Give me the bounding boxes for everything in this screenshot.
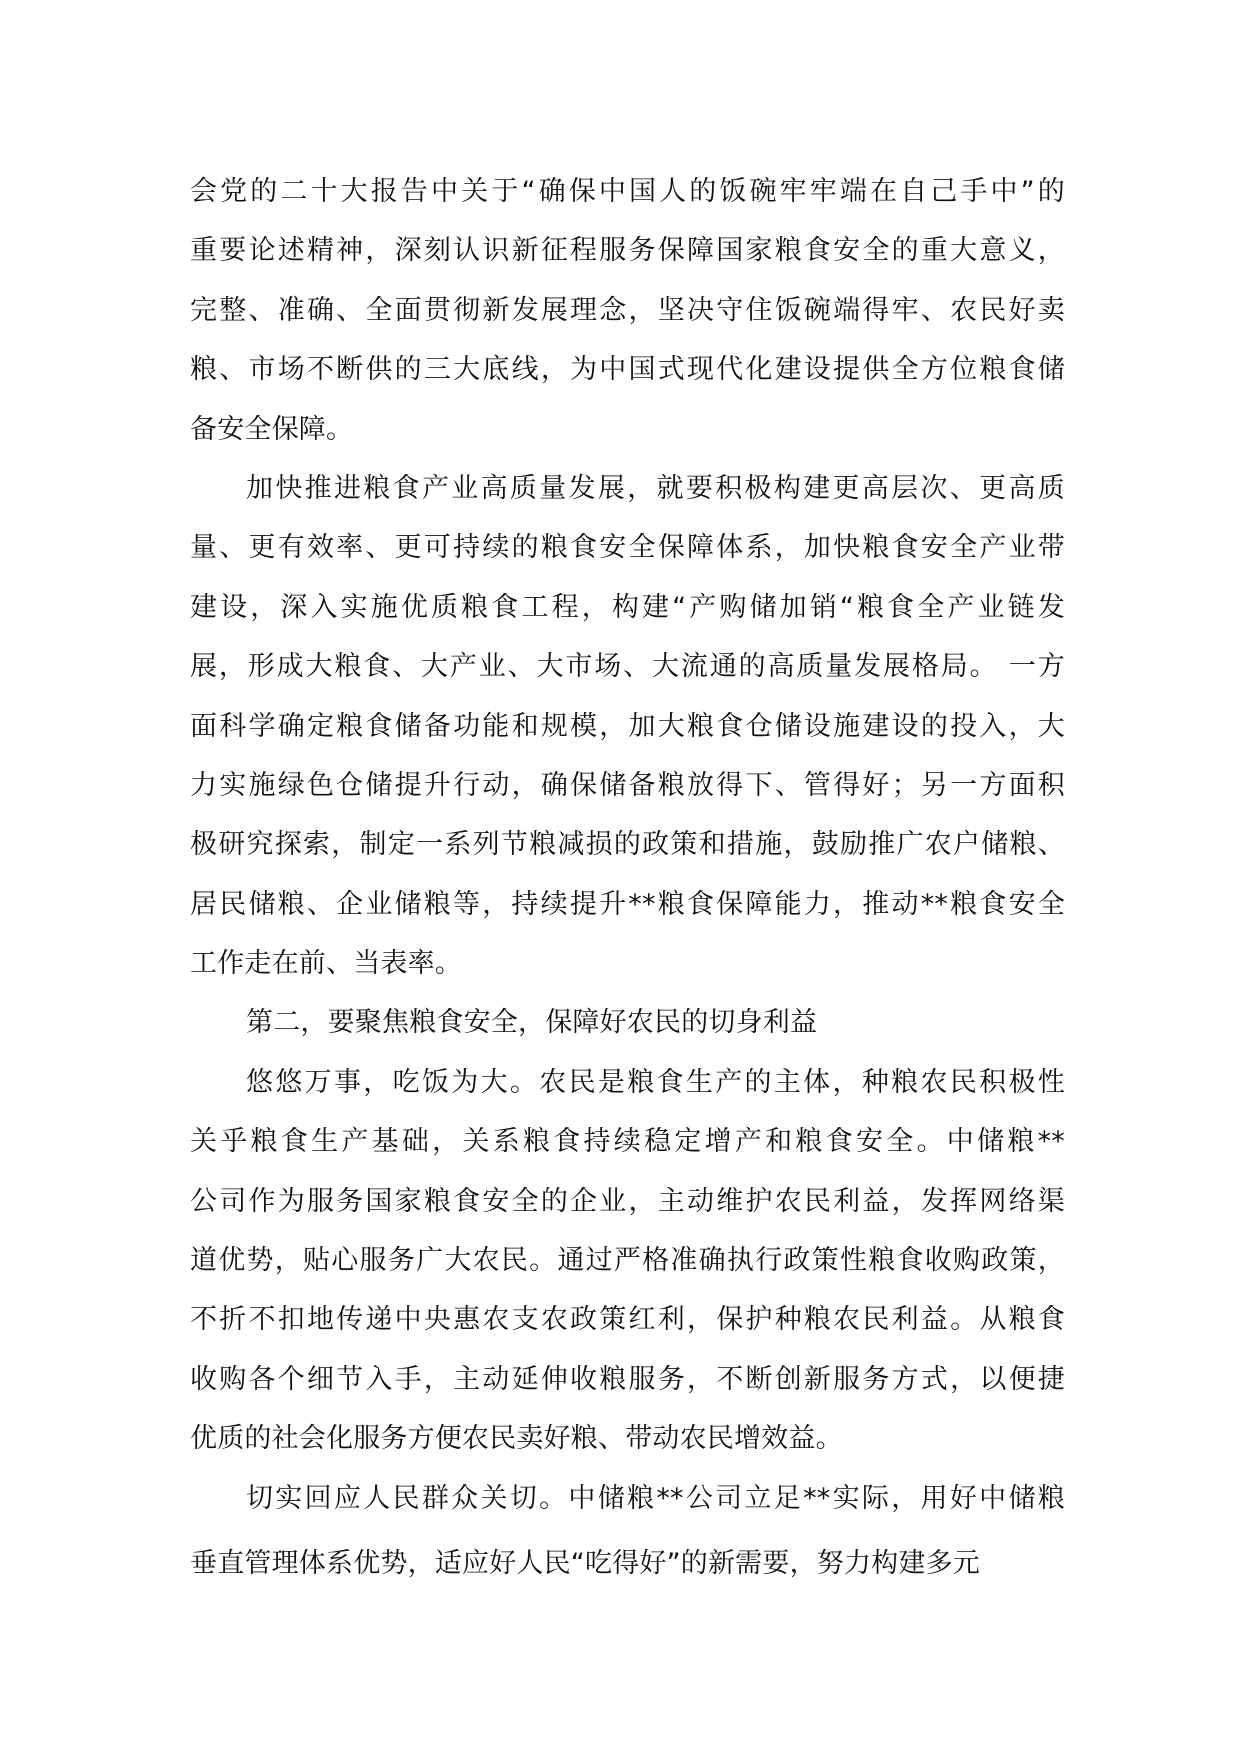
text-line: 第二，要聚焦粮食安全，保障好农民的切身利益: [246, 1007, 818, 1039]
text-line: 完整、准确、全面贯彻新发展理念，坚决守住饭碗端得牢、农民好卖: [190, 294, 1065, 326]
text-line: 面科学确定粮食储备功能和规模，加大粮食仓储设施建设的投入，大: [190, 710, 1065, 742]
text-line: 会党的二十大报告中关于“确保中国人的饭碗牢牢端在自己手中”的: [190, 176, 1065, 207]
text-line: 加快推进粮食产业高质量发展，就要积极构建更高层次、更高质: [246, 472, 1065, 504]
text-line: 居民储粮、企业储粮等，持续提升**粮食保障能力，推动**粮食安全: [190, 888, 1065, 920]
text-line: 关乎粮食生产基础，关系粮食持续稳定增产和粮食安全。中储粮**: [190, 1126, 1065, 1158]
text-line: 公司作为服务国家粮食安全的企业，主动维护农民利益，发挥网络渠: [190, 1185, 1065, 1217]
text-line: 重要论述精神，深刻认识新征程服务保障国家粮食安全的重大意义，: [190, 235, 1065, 267]
text-line: 优质的社会化服务方便农民卖好粮、带动农民增效益。: [190, 1423, 843, 1455]
text-line: 悠悠万事，吃饭为大。农民是粮食生产的主体，种粮农民积极性: [246, 1066, 1065, 1098]
text-line: 展，形成大粮食、大产业、大市场、大流通的高质量发展格局。 一方: [190, 651, 1065, 683]
text-line: 粮、市场不断供的三大底线，为中国式现代化建设提供全方位粮食储: [190, 354, 1065, 386]
text-line: 量、更有效率、更可持续的粮食安全保障体系，加快粮食安全产业带: [190, 532, 1065, 564]
document-body: [190, 162, 1065, 1593]
text-line: 垂直管理体系优势，适应好人民“吃得好”的新需要，努力构建多元: [190, 1547, 980, 1579]
text-line: 工作走在前、当表率。: [190, 948, 462, 980]
text-line: 不折不扣地传递中央惠农支农政策红利，保护种粮农民利益。从粮食: [190, 1304, 1065, 1336]
text-line: 切实回应人民群众关切。中储粮**公司立足**实际，用好中储粮: [246, 1482, 1065, 1514]
text-line: 极研究探索，制定一系列节粮减损的政策和措施，鼓励推广农户储粮、: [190, 829, 1065, 861]
text-line: 收购各个细节入手，主动延伸收粮服务，不断创新服务方式，以便捷: [190, 1363, 1065, 1395]
text-line: 备安全保障。: [190, 413, 354, 445]
text-line: 道优势，贴心服务广大农民。通过严格准确执行政策性粮食收购政策，: [190, 1245, 1065, 1277]
text-line: 力实施绿色仓储提升行动，确保储备粮放得下、管得好；另一方面积: [190, 769, 1065, 801]
text-line: 建设，深入实施优质粮食工程，构建“产购储加销“粮食全产业链发: [190, 591, 1065, 623]
